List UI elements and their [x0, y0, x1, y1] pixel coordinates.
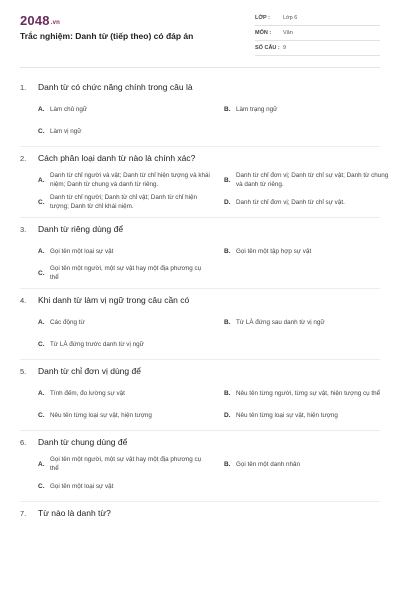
option-text: Danh từ chỉ đơn vị; Danh từ chỉ sự vật; Danh từ chung và danh từ riêng.: [236, 172, 389, 188]
question-header: [20, 149, 380, 169]
answer-options: [20, 240, 380, 284]
question-text: Khi danh từ làm vị ngữ trong câu cần có: [38, 295, 190, 305]
option-key: A.: [38, 105, 45, 113]
option-text: Gọi tên một tập hợp sự vật: [236, 247, 312, 255]
answer-option[interactable]: [224, 453, 396, 475]
option-key: B.: [224, 460, 231, 468]
question-5: [20, 362, 380, 431]
option-key: C.: [38, 482, 45, 490]
option-key: B.: [224, 247, 231, 255]
question-text: Danh từ riêng dùng để: [38, 224, 124, 234]
question-text: Danh từ có chức năng chính trong câu là: [38, 82, 193, 92]
option-key: B.: [224, 389, 231, 397]
answer-options: [20, 169, 389, 213]
option-text: Nêu tên từng người, từng sự vật, hiện tượng cụ thể: [236, 389, 381, 397]
question-divider: [20, 288, 380, 289]
answer-option[interactable]: [38, 98, 210, 120]
option-text: Gọi tên một người, một sự vật hay một địa phương cụ thể: [50, 265, 202, 281]
answer-option[interactable]: [38, 120, 210, 142]
option-key: A.: [38, 318, 45, 326]
answer-option[interactable]: [38, 453, 210, 475]
answer-option[interactable]: [224, 191, 396, 213]
question-header: [20, 433, 380, 453]
meta-value: Văn: [283, 30, 293, 36]
option-text: Danh từ chỉ người và vật; Danh từ chỉ hiện tượng và khái niệm; Danh từ chung và danh từ riêng.: [50, 172, 210, 188]
question-text: Từ nào là danh từ?: [38, 508, 111, 518]
question-number: 1.: [20, 83, 27, 92]
option-text: Các động từ: [50, 318, 85, 326]
option-key: A.: [38, 389, 45, 397]
question-6: [20, 433, 380, 502]
option-key: D.: [224, 198, 231, 206]
option-text: Danh từ chỉ người; Danh từ chỉ vật; Danh từ chỉ hiện tượng; Danh từ chỉ khái niệm.: [50, 194, 197, 210]
question-divider: [20, 217, 380, 218]
option-key: C.: [38, 411, 45, 419]
option-key: B.: [224, 318, 231, 326]
meta-subject: [255, 28, 380, 41]
question-divider: [20, 146, 380, 147]
answer-option[interactable]: [224, 404, 396, 426]
answer-option[interactable]: [38, 240, 210, 262]
answer-option[interactable]: [38, 404, 210, 426]
question-header: [20, 362, 380, 382]
option-key: B.: [224, 176, 231, 184]
meta-value: Lớp 6: [283, 15, 298, 21]
option-text: Nêu tên từng loại sự vật, hiện tượng: [236, 411, 338, 419]
meta-label: MÔN :: [255, 30, 272, 36]
option-key: A.: [38, 460, 45, 468]
answer-option[interactable]: [224, 311, 396, 333]
option-key: C.: [38, 127, 45, 135]
option-text: Làm trạng ngữ: [236, 105, 278, 113]
answer-option[interactable]: [38, 382, 210, 404]
question-7: [20, 504, 380, 524]
header-divider: [20, 67, 380, 68]
option-key: A.: [38, 247, 45, 255]
option-key: C.: [38, 198, 45, 206]
option-text: Gọi tên một loại sự vật: [50, 247, 114, 255]
question-text: Danh từ chung dùng để: [38, 437, 128, 447]
site-logo[interactable]: 2048.vn: [20, 13, 61, 28]
answer-option[interactable]: [224, 240, 396, 262]
option-key: B.: [224, 105, 231, 113]
option-text: Gọi tên một người, một sự vật hay một địa phương cụ thể: [50, 456, 202, 472]
question-number: 3.: [20, 225, 27, 234]
meta-grade: [255, 13, 380, 26]
meta-label: LỚP :: [255, 15, 270, 21]
option-text: Nêu tên từng loại sự vật, hiện tượng: [50, 411, 152, 419]
option-key: A.: [38, 176, 45, 184]
answer-option[interactable]: [38, 169, 210, 191]
option-key: C.: [38, 340, 45, 348]
question-header: [20, 291, 380, 311]
option-key: D.: [224, 411, 231, 419]
question-number: 7.: [20, 509, 27, 518]
question-number: 4.: [20, 296, 27, 305]
question-divider: [20, 501, 380, 502]
option-text: Gọi tên một loại sự vật: [50, 482, 114, 490]
answer-option[interactable]: [224, 382, 396, 404]
answer-option[interactable]: [224, 98, 396, 120]
question-divider: [20, 359, 380, 360]
meta-question-count: [255, 43, 380, 56]
answer-option[interactable]: [38, 191, 210, 213]
option-text: Làm vị ngữ: [50, 127, 82, 135]
meta-value: 9: [283, 45, 287, 51]
answer-option[interactable]: [224, 169, 396, 191]
question-text: Cách phân loại danh từ nào là chính xác?: [38, 153, 196, 163]
option-key: C.: [38, 269, 45, 277]
page-header: [0, 0, 400, 70]
answer-option[interactable]: [38, 262, 210, 284]
option-text: Làm chủ ngữ: [50, 105, 88, 113]
question-divider: [20, 430, 380, 431]
question-1: [20, 78, 380, 147]
question-number: 2.: [20, 154, 27, 163]
question-3: [20, 220, 380, 289]
option-text: Từ LÀ đứng trước danh từ vị ngữ: [50, 340, 144, 348]
question-text: Danh từ chỉ đơn vị dùng để: [38, 366, 141, 376]
meta-label: SỐ CÂU :: [255, 45, 280, 51]
answer-options: [20, 98, 380, 142]
answer-options: [20, 453, 380, 497]
question-list: [20, 78, 389, 524]
answer-option[interactable]: [38, 333, 210, 355]
question-header: [20, 220, 380, 240]
question-header: [20, 504, 380, 524]
answer-options: [20, 311, 380, 355]
answer-option[interactable]: [38, 475, 210, 497]
answer-option[interactable]: [38, 311, 210, 333]
question-header: [20, 78, 380, 98]
option-text: Từ LÀ đứng sau danh từ vị ngữ: [236, 318, 325, 326]
answer-options: [20, 382, 380, 426]
option-text: Danh từ chỉ đơn vị; Danh từ chỉ sự vật.: [236, 198, 345, 206]
option-text: Gọi tên một danh nhân: [236, 460, 301, 468]
quiz-title: Trắc nghiệm: Danh từ (tiếp theo) có đáp án: [20, 31, 194, 41]
question-number: 6.: [20, 438, 27, 447]
question-number: 5.: [20, 367, 27, 376]
option-text: Tính đếm, đo lường sự vật: [50, 389, 125, 397]
question-2: [20, 149, 389, 218]
question-4: [20, 291, 380, 360]
